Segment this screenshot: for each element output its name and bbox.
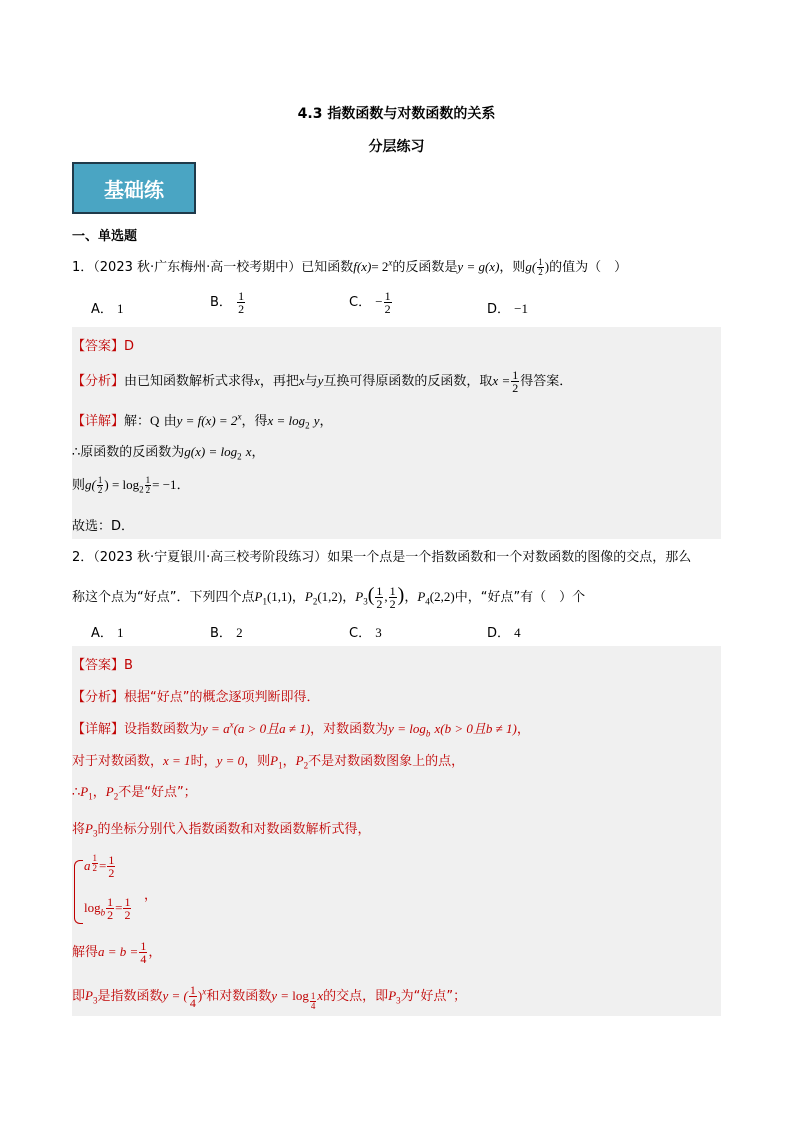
q2-option-d: D． 4 — [487, 625, 521, 641]
page-title: 4.3 指数函数与对数函数的关系 — [297, 106, 496, 122]
q2-option-c: C． 3 — [349, 625, 382, 641]
q2-option-a: A． 1 — [91, 625, 124, 641]
section-box: 基础练 — [72, 162, 196, 214]
question-1-stem: 1．（2023 秋·广东梅州·高一校考期中）已知函数$f(x)= 2^x$的反函数是y = g(x)，则g( $\frac{1}{2}$ )的值为（ ） — [72, 257, 628, 277]
question-2-stem-line-2: 称这个点为“好点”．下列四个点$P_1(1,1)$，$P_2(1,2)$，$P_3$( $\frac{1}{2}$ , $\frac{1}{2}$ )，$P_4(2,2)$中，“好点”有（ ）个 — [72, 584, 586, 611]
q1-detail-line-1: 【详解】解：Q 由$y = f(x) = 2^x$，得$x = \log_2 y$， — [72, 411, 333, 431]
equation-system-row-2: $\log_b$ $\frac{1}{2}$ = $\frac{1}{2}$ — [84, 895, 131, 922]
equation-system-row-1: a $\frac{1}{2}$ = $\frac{1}{2}$ — [84, 853, 115, 880]
q2-detail-line-4: 将$P_3$的坐标分别代入指数函数和对数函数解析式得， — [72, 821, 371, 839]
q2-analysis: 【分析】根据“好点”的概念逐项判断即得． — [72, 690, 320, 705]
equation-system-comma: ， — [144, 888, 158, 903]
q1-detail-line-3: 则g( $\frac{1}{2}$ ) = $\log_2$ $\frac{1}{2}$ = −1． — [72, 475, 190, 495]
q1-option-b: B． $\frac{1}{2}$ — [210, 289, 245, 316]
section-heading: 一、单选题 — [72, 229, 138, 244]
question-2-stem-line-1: 2．（2023 秋·宁夏银川·高三校考阶段练习）如果一个点是一个指数函数和一个对数函数的图像的交点，那么 — [72, 550, 692, 565]
q1-solution-panel — [72, 327, 721, 539]
q1-detail-line-2: ∴原函数的反函数为$g(x) = \log_2 x$， — [72, 444, 265, 462]
q1-answer: 【答案】D — [72, 339, 135, 354]
q1-choice: 故选：D． — [72, 519, 135, 534]
q2-detail-line-3: $\therefore P_1$，$P_2$不是“好点”； — [72, 784, 197, 802]
equation-system-brace — [74, 860, 83, 924]
q2-detail-line-2: 对于对数函数，x = 1时，y = 0，则$P_1$，$P_2$不是对数函数图象上的点， — [72, 753, 465, 771]
q2-option-b: B． 2 — [210, 625, 243, 641]
q2-detail-line-1: 【详解】设指数函数为$y = a^x(a > 0$且a ≠ 1)，对数函数为$y = \log_b x(b > 0$且b ≠ 1)， — [72, 719, 530, 739]
q2-solve-line: 解得a = b = $\frac{1}{4}$ ， — [72, 939, 162, 966]
q1-option-c: C． − $\frac{1}{2}$ — [349, 289, 391, 316]
page-subtitle: 分层练习 — [368, 139, 425, 155]
q1-option-d: D． −1 — [487, 301, 528, 317]
q2-final-line: 即$P_3$是指数函数y = ( $\frac{1}{4}$ )$^x$和对数函数y = log $_{\frac{1}{4}}$ x的交点，即$P_3$为“好点”； — [72, 983, 467, 1012]
q1-analysis: 【分析】由已知函数解析式求得x，再把x与y互换可得原函数的反函数，取x = $\frac{1}{2}$ 得答案． — [72, 368, 573, 395]
q1-option-a: A． 1 — [91, 301, 124, 317]
q2-answer: 【答案】B — [72, 658, 133, 673]
